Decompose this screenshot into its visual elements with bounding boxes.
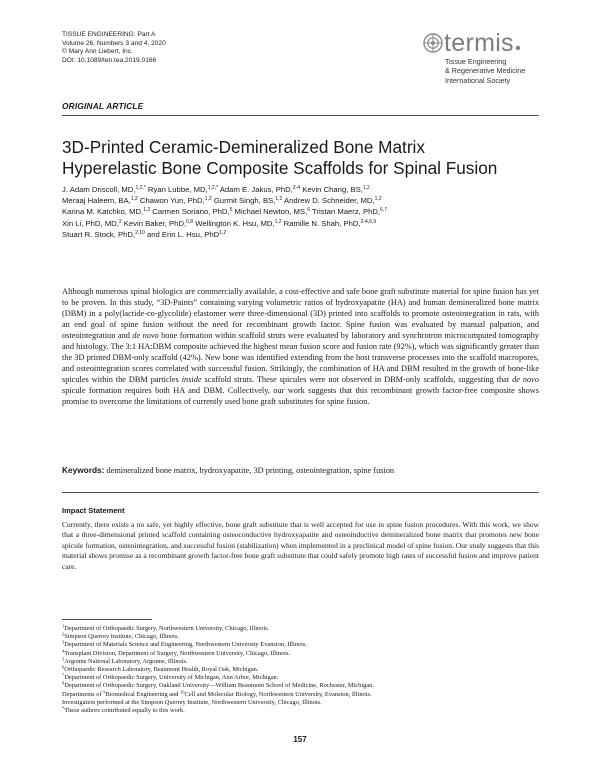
article-type: ORIGINAL ARTICLE: [62, 101, 144, 111]
author-name: Karina M. Katchko, MD,: [62, 207, 144, 217]
author-name: Kevin Chang, BS,: [302, 185, 363, 194]
author-affiliation-mark: 5: [229, 207, 233, 214]
logo-dot-icon: [515, 45, 521, 51]
author-line: [62, 229, 542, 240]
abstract-text: scaffold struts. These spicules were not observed in DBM-only scaffolds, suggesting that: [201, 375, 513, 385]
author-name: Meraaj Haleem, BA,: [62, 196, 131, 206]
author-name: Ryan Lubbe, MD,: [147, 185, 208, 194]
author-name: Xin Li, PhD, MD,: [62, 218, 119, 228]
author-name: Gurmit Singh, BS,: [213, 196, 276, 206]
author-affiliation-mark: 1,2: [219, 229, 227, 236]
keywords-text: demineralized bone matrix, hydroxyapatite, 3D printing, osteointegration, spine fusion: [104, 466, 395, 475]
affiliation-item: $^8$Department of Orthopaedic Surgery, Oakland University—William Beaumont School of Medicine, Rochester, Michigan.: [62, 680, 374, 690]
abstract-text: Although numerous spinal biologics are commercially available, a cost-effective and safe bone graft substitute material for spine fusion has yet to be proven. In this study, “3D-Paints” containing varying volumetric ratios of hydroxyapatite (HA) and human demineralized bone matrix (DBM) in a poly(lactide-co-glycolide) elastomer were three-dimensional (3D) printed into scaffolds to promote osteointegration in rats, with an end goal of spine fusion without the need for recombinant growth factor. Spine fusion was evaluated by manual palpation, and osteointegration and: [62, 287, 539, 341]
keywords: [62, 465, 539, 476]
author-affiliation-mark: 1,2: [374, 196, 382, 203]
journal-doi: DOI: 10.1089/ten.tea.2019.0166: [62, 56, 157, 64]
author-name: Adam E. Jakus, PhD,: [219, 185, 293, 194]
author-affiliation-mark: 2-4: [292, 185, 301, 191]
author-name: Ramille N. Shah, PhD,: [283, 218, 361, 228]
abstract-text: bone formation within scaffold struts were evaluated by laboratory and synchrotron microcomputed tomography and histology. The 3:1 HA:DBM composite achieved the highest mean fusion score and fusion rate (92%), which was significantly greater than the 3D printed DBM-only scaffold (42%). New bone was identified extending from the host transverse processes into the scaffold macropores, and osteointegration scores correlated with successful fusion. Strikingly, the combination of HA and DBM resulted in the growth of bone-like spicules within the DBM particles: [62, 331, 539, 385]
author-affiliation-mark: 1,2: [274, 218, 282, 225]
logo-line-2: & Regenerative Medicine: [445, 66, 526, 76]
title-line-1: 3D-Printed Ceramic-Demineralized Bone Matrix: [62, 137, 425, 157]
impact-text: Currently, there exists a no safe, yet highly effective, bone graft substitute that is well accepted for use in spine fusion procedures. With this work, we show that a three-dimensional printed scaffold containing osteoconductive hydroxyapatite and osteoinductive demineralized bone matrix that promotes new bone spicule formation, osteointegration, and successful fusion (stabilization) when implemented in a preclinical model of spine fusion. Our study suggests that this material shows promise as a recombinant growth factor-free bone graft substitute that could safely promote high rates of successful fusion and improve patient care.: [62, 520, 539, 571]
author-affiliation-mark: 2-4,6,9: [360, 218, 377, 225]
keywords-label: Keywords:: [62, 465, 105, 475]
abstract: [62, 286, 539, 408]
author-affiliation-mark: 2: [118, 218, 122, 225]
author-affiliation-mark: 1,2: [362, 185, 370, 191]
author-name: Wellington K. Hsu, MD,: [195, 218, 275, 228]
affiliation-item: $^1$Department of Orthopaedic Surgery, Northwestern University, Chicago, Illinois.: [62, 623, 270, 632]
author-name: and Erin L. Hsu, PhD: [146, 229, 220, 239]
author-line: [62, 184, 542, 195]
author-affiliation-mark: 1,2: [130, 196, 138, 203]
footnote-divider: [62, 619, 152, 620]
affiliation-item: $^4$Transplant Division, Department of Surgery, Northwestern University, Chicago, Illinois.: [62, 648, 291, 657]
abstract-emphasis: inside: [181, 375, 202, 385]
author-affiliation-mark: 2,10: [135, 229, 145, 236]
affiliation-item: $^7$Department of Orthopaedic Surgery, University of Michigan, Ann Arbor, Michigan.: [62, 672, 279, 682]
abstract-emphasis: de novo: [512, 375, 539, 385]
author-name: Stuart R. Stock, PhD,: [62, 229, 136, 239]
affiliation-equal: *These authors contributed equally to this work.: [62, 705, 185, 715]
author-affiliation-mark: 6,7: [380, 207, 387, 214]
divider: [62, 115, 539, 116]
author-affiliation-mark: 6,8: [186, 218, 194, 225]
title-line-2: Hyperelastic Bone Composite Scaffolds for Spinal Fusion: [62, 157, 498, 178]
article-title: [62, 137, 542, 178]
divider: [62, 492, 539, 493]
author-line: [62, 218, 542, 229]
abstract-emphasis: de novo: [132, 331, 159, 341]
author-affiliation-mark: 1,2: [143, 207, 151, 214]
affiliation-note: Investigation performed at the Simpson Querrey Institute, Northwestern University, Chicago, Illinois.: [62, 698, 322, 706]
termis-logo: [422, 29, 562, 85]
author-name: Tristan Maerz, PhD,: [311, 207, 381, 217]
author-affiliation-mark: 1,2: [275, 196, 283, 203]
author-line: [62, 206, 542, 217]
author-name: Chawon Yun, PhD,: [139, 196, 205, 206]
impact-heading: Impact Statement: [62, 506, 125, 515]
termis-globe-icon: [422, 32, 444, 54]
journal-copyright: © Mary Ann Liebert, Inc.: [62, 48, 133, 56]
page-number: 157: [293, 735, 307, 744]
affiliation-item: $^2$Simpson Querrey Institute, Chicago, Illinois.: [62, 631, 180, 641]
affiliations: [62, 625, 542, 715]
author-name: Kevin Baker, PhD,: [123, 218, 187, 228]
affiliation-item: $^3$Department of Materials Science and Engineering, Northwestern University Evanston, Illinois.: [62, 639, 307, 649]
author-affiliation-mark: 1,2,*: [207, 185, 219, 191]
journal-name: TISSUE ENGINEERING: Part A: [62, 31, 156, 38]
author-affiliation-mark: 1,2,*: [135, 185, 146, 191]
author-affiliation-mark: 6: [307, 207, 310, 214]
author-affiliation-mark: 1,2: [204, 196, 212, 203]
journal-info: [62, 31, 166, 65]
author-name: Andrew D. Schneider, MD,: [284, 196, 375, 206]
logo-line-1: Tissue Engineering: [445, 57, 507, 66]
abstract-text: spicule formation requires both HA and DBM. Collectively, our work suggests that this recombinant growth factor-free composite shows promise to overcome the limitations of currently used bone graft substitutes for spine fusion.: [62, 386, 539, 407]
author-line: [62, 195, 542, 206]
author-name: Michael Newton, MS,: [234, 207, 308, 217]
logo-line-3: International Society: [445, 75, 511, 85]
author-list: [62, 184, 542, 240]
journal-volume: Volume 26, Numbers 3 and 4, 2020: [62, 39, 166, 47]
affiliation-item: $^6$Orthopaedic Research Laboratory, Beaumont Health, Royal Oak, Michigan.: [62, 664, 259, 674]
affiliation-biomed: Departments of $^9$Biomedical Engineering and $^{10}$Cell and Molecular Biology, Northwestern University, Evanston, Illinois.: [62, 689, 372, 698]
affiliation-item: $^5$Argonne National Laboratory, Argonne, Illinois.: [62, 656, 188, 665]
author-name: J. Adam Driscoll, MD,: [62, 185, 136, 194]
logo-wordmark: termis: [444, 29, 514, 57]
author-name: Carmen Soriano, PhD,: [152, 207, 230, 217]
